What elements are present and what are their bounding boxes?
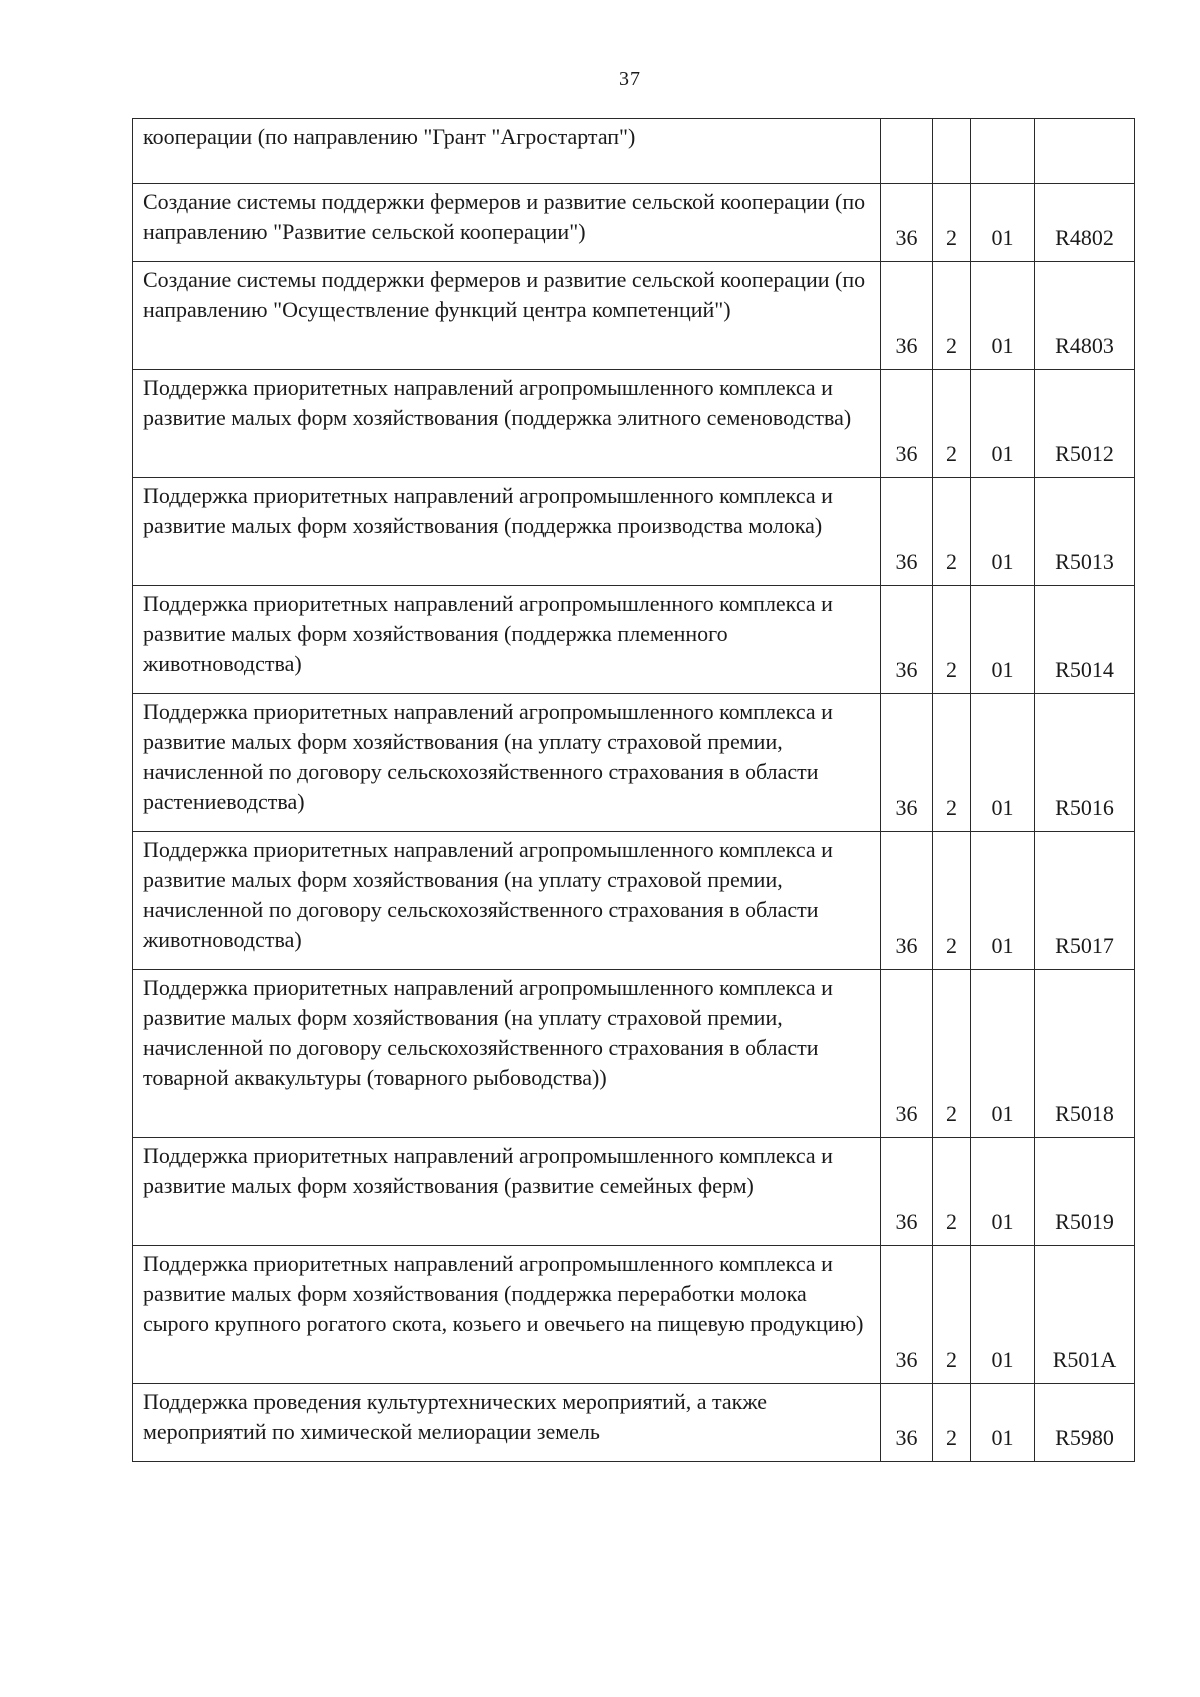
subprogram-code-cell: 2 — [933, 262, 971, 370]
subprogram-code-cell: 2 — [933, 586, 971, 694]
direction-code-cell: R501A — [1035, 1246, 1135, 1384]
table-row — [133, 832, 1135, 970]
direction-code-cell: R5013 — [1035, 478, 1135, 586]
program-code-cell: 36 — [881, 694, 933, 832]
event-code-cell: 01 — [971, 694, 1035, 832]
subprogram-code-cell — [933, 119, 971, 184]
subprogram-code-cell: 2 — [933, 370, 971, 478]
table-row — [133, 119, 1135, 184]
direction-code-cell: R5018 — [1035, 970, 1135, 1138]
subprogram-code-cell: 2 — [933, 478, 971, 586]
row-name-cell: Поддержка приоритетных направлений агропромышленного комплекса и развитие малых форм хозяйствования (поддержка производства молока) — [133, 478, 881, 586]
table-row — [133, 1138, 1135, 1246]
row-name-cell: Поддержка проведения культуртехнических мероприятий, а также мероприятий по химической мелиорации земель — [133, 1384, 881, 1462]
program-code-cell: 36 — [881, 586, 933, 694]
row-name-cell: кооперации (по направлению "Грант "Агростартап") — [133, 119, 881, 184]
event-code-cell: 01 — [971, 370, 1035, 478]
direction-code-cell: R5019 — [1035, 1138, 1135, 1246]
subprogram-code-cell: 2 — [933, 1246, 971, 1384]
table-row — [133, 970, 1135, 1138]
event-code-cell — [971, 119, 1035, 184]
table-row — [133, 478, 1135, 586]
table-row — [133, 370, 1135, 478]
page-number: 37 — [619, 68, 641, 90]
event-code-cell: 01 — [971, 832, 1035, 970]
subprogram-code-cell: 2 — [933, 970, 971, 1138]
program-code-cell: 36 — [881, 370, 933, 478]
row-name-cell: Поддержка приоритетных направлений агропромышленного комплекса и развитие малых форм хозяйствования (на уплату страховой премии, начисленной по договору сельскохозяйственного страхования в области растениеводства) — [133, 694, 881, 832]
event-code-cell: 01 — [971, 1246, 1035, 1384]
event-code-cell: 01 — [971, 184, 1035, 262]
program-code-cell: 36 — [881, 970, 933, 1138]
row-name-cell: Создание системы поддержки фермеров и развитие сельской кооперации (по направлению "Осуществление функций центра компетенций") — [133, 262, 881, 370]
direction-code-cell: R5980 — [1035, 1384, 1135, 1462]
event-code-cell: 01 — [971, 1138, 1035, 1246]
row-name-cell: Поддержка приоритетных направлений агропромышленного комплекса и развитие малых форм хозяйствования (поддержка элитного семеноводства) — [133, 370, 881, 478]
row-name-cell: Поддержка приоритетных направлений агропромышленного комплекса и развитие малых форм хозяйствования (на уплату страховой премии, начисленной по договору сельскохозяйственного страхования в области животноводства) — [133, 832, 881, 970]
event-code-cell: 01 — [971, 262, 1035, 370]
program-code-cell: 36 — [881, 1246, 933, 1384]
event-code-cell: 01 — [971, 586, 1035, 694]
event-code-cell: 01 — [971, 970, 1035, 1138]
subprogram-code-cell: 2 — [933, 1138, 971, 1246]
table-row — [133, 184, 1135, 262]
program-code-cell: 36 — [881, 1138, 933, 1246]
direction-code-cell: R4802 — [1035, 184, 1135, 262]
row-name-cell: Поддержка приоритетных направлений агропромышленного комплекса и развитие малых форм хозяйствования (поддержка племенного животноводства) — [133, 586, 881, 694]
direction-code-cell: R4803 — [1035, 262, 1135, 370]
program-code-cell: 36 — [881, 478, 933, 586]
program-code-cell: 36 — [881, 262, 933, 370]
row-name-cell: Поддержка приоритетных направлений агропромышленного комплекса и развитие малых форм хозяйствования (на уплату страховой премии, начисленной по договору сельскохозяйственного страхования в области товарной аквакультуры (товарного рыбоводства)) — [133, 970, 881, 1138]
subprogram-code-cell: 2 — [933, 832, 971, 970]
table-row — [133, 586, 1135, 694]
table-row — [133, 694, 1135, 832]
subprogram-code-cell: 2 — [933, 184, 971, 262]
direction-code-cell: R5014 — [1035, 586, 1135, 694]
direction-code-cell — [1035, 119, 1135, 184]
budget-classification-table — [132, 118, 1135, 1462]
program-code-cell: 36 — [881, 184, 933, 262]
direction-code-cell: R5017 — [1035, 832, 1135, 970]
direction-code-cell: R5012 — [1035, 370, 1135, 478]
event-code-cell: 01 — [971, 1384, 1035, 1462]
event-code-cell: 01 — [971, 478, 1035, 586]
subprogram-code-cell: 2 — [933, 694, 971, 832]
table-row — [133, 1246, 1135, 1384]
table-row — [133, 1384, 1135, 1462]
direction-code-cell: R5016 — [1035, 694, 1135, 832]
row-name-cell: Поддержка приоритетных направлений агропромышленного комплекса и развитие малых форм хозяйствования (поддержка переработки молока сырого крупного рогатого скота, козьего и овечьего на пищевую продукцию) — [133, 1246, 881, 1384]
table-row — [133, 262, 1135, 370]
program-code-cell: 36 — [881, 832, 933, 970]
program-code-cell — [881, 119, 933, 184]
subprogram-code-cell: 2 — [933, 1384, 971, 1462]
program-code-cell: 36 — [881, 1384, 933, 1462]
row-name-cell: Поддержка приоритетных направлений агропромышленного комплекса и развитие малых форм хозяйствования (развитие семейных ферм) — [133, 1138, 881, 1246]
row-name-cell: Создание системы поддержки фермеров и развитие сельской кооперации (по направлению "Развитие сельской кооперации") — [133, 184, 881, 262]
